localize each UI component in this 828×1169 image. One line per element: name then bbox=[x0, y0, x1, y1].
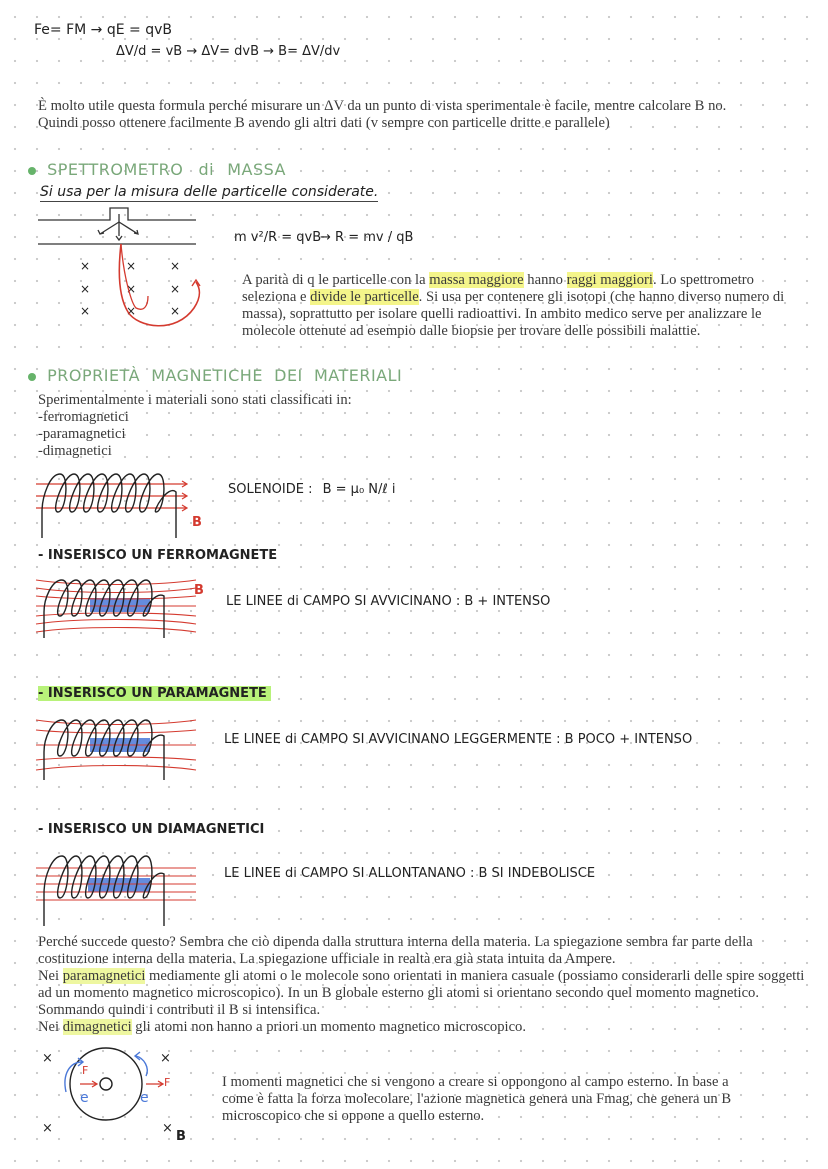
svg-text:×: × bbox=[42, 1121, 53, 1136]
spiegazione-paragraph bbox=[38, 934, 808, 1036]
proprieta-list bbox=[38, 392, 352, 460]
spiegazione-p4: I momenti magnetici che si vengono a creare si oppongono al campo esterno. In base a come è fatta la forza molecolare, l'azione magnetica genera una Fmag, che genera un B microscopico che si oppone a quello esterno. bbox=[222, 1074, 732, 1124]
svg-text:×: × bbox=[126, 259, 137, 273]
svg-text:×: × bbox=[170, 259, 181, 273]
ferro-text: LE LINEE di CAMPO SI AVVICINANO : B + INTENSO bbox=[226, 594, 551, 609]
force-label: F bbox=[82, 1064, 89, 1077]
spiegazione-p3-a: Nei bbox=[38, 1019, 63, 1035]
para-heading-text: - INSERISCO UN PARAMAGNETE bbox=[38, 686, 271, 701]
spettrometro-diagram bbox=[36, 200, 216, 335]
paramagnete-diagram bbox=[36, 710, 211, 782]
formula-line-2: ΔV/d = vB → ΔV= dvB → B= ΔV/dv bbox=[116, 44, 341, 59]
electron-label: e bbox=[80, 1090, 89, 1106]
para-heading bbox=[38, 686, 271, 701]
spettrometro-paragraph bbox=[242, 272, 808, 340]
b-field-label: B bbox=[176, 1129, 186, 1144]
highlight-dimagnetici: dimagnetici bbox=[62, 1019, 132, 1035]
ferro-heading: - INSERISCO UN FERROMAGNETE bbox=[38, 548, 278, 563]
spiegazione-p3 bbox=[38, 1019, 808, 1036]
highlight-raggi-maggiori: raggi maggiori bbox=[566, 272, 653, 288]
spettrometro-title-b: di bbox=[198, 160, 215, 179]
spiegazione-p1: Perché succede questo? Sembra che ciò dipenda dalla struttura interna della materia. La spiegazione sembra far parte della costituzione interna della materia. La spiegazione ufficiale in realtà era già stata intuita da Ampere. bbox=[38, 934, 753, 967]
spettrometro-text-3: . Lo spettrometro seleziona e bbox=[242, 272, 754, 305]
svg-text:×: × bbox=[80, 304, 91, 318]
b-field-label: B bbox=[192, 515, 202, 530]
formula-line-1: Fe= FM → qE = qvB bbox=[34, 22, 172, 38]
spettrometro-text-1: A parità di q le particelle con la bbox=[242, 272, 430, 288]
spiegazione-p2-b: mediamente gli atomi o le molecole sono orientati in maniera casuale (possiamo considerarli delle spire soggetti ad un momento magnetico microscopico). In un B globale esterno gli atomi si orientano secondo quel momento magnetico. Sommando quindi i contributi il B si intensifica. bbox=[38, 968, 805, 1018]
highlight-divide-particelle: divide le particelle bbox=[310, 289, 419, 305]
highlight-massa-maggiore: massa maggiore bbox=[429, 272, 524, 288]
solenoide-label bbox=[228, 482, 396, 497]
svg-text:×: × bbox=[80, 259, 91, 273]
spettrometro-text-4: . Si usa per contenere gli isotopi (che hanno diverso numero di massa), soprattutto per isolare quelli radioattivi. In ambito medico serve per analizzare le molecole ottenute ad esempio dalle biopsie per trovare delle possibili malattie. bbox=[242, 289, 785, 339]
svg-text:×: × bbox=[126, 282, 137, 296]
solenoide-label-text: SOLENOIDE : bbox=[228, 482, 313, 497]
svg-text:×: × bbox=[160, 1051, 171, 1066]
list-item: -dimagnetici bbox=[38, 443, 112, 459]
svg-text:×: × bbox=[42, 1051, 53, 1066]
spiegazione-p2-a: Nei bbox=[38, 968, 63, 984]
spiegazione-p3-b: gli atomi non hanno a priori un momento magnetico microscopico. bbox=[131, 1019, 526, 1035]
bullet-icon bbox=[28, 167, 36, 175]
solenoide-formula: B = μ₀ N/ℓ i bbox=[322, 482, 396, 497]
intro-line-2: Quindi posso ottenere facilmente B avendo gli altri dati (v sempre con particelle dritte e parallele) bbox=[38, 115, 610, 131]
spettrometro-heading bbox=[28, 160, 286, 179]
proprieta-intro: Sperimentalmente i materiali sono stati classificati in: bbox=[38, 392, 352, 408]
proprieta-heading bbox=[28, 366, 402, 385]
electron-label: e bbox=[140, 1090, 149, 1106]
svg-text:×: × bbox=[80, 282, 91, 296]
spettrometro-formula-a: m v²/R = qvB bbox=[234, 230, 322, 245]
spettrometro-subtitle: Si usa per la misura delle particelle considerate. bbox=[40, 184, 379, 200]
highlight-paramagnetici: paramagnetici bbox=[62, 968, 146, 984]
spettrometro-text-2: hanno bbox=[523, 272, 567, 288]
list-item: -paramagnetici bbox=[38, 426, 126, 442]
svg-text:×: × bbox=[126, 304, 137, 318]
spiegazione-p2 bbox=[38, 968, 808, 1019]
spettrometro-title-c: MASSA bbox=[227, 160, 286, 179]
dia-text: LE LINEE di CAMPO SI ALLONTANANO : B SI INDEBOLISCE bbox=[224, 866, 596, 881]
spettrometro-title-a: SPETTROMETRO bbox=[47, 160, 184, 179]
solenoide-diagram bbox=[36, 466, 206, 542]
diamagnete-diagram bbox=[36, 846, 211, 928]
ferromagnete-diagram bbox=[36, 572, 211, 640]
svg-text:×: × bbox=[170, 304, 181, 318]
svg-text:×: × bbox=[170, 282, 181, 296]
intro-paragraph bbox=[38, 98, 808, 132]
svg-text:×: × bbox=[162, 1121, 173, 1136]
list-item: -ferromagnetici bbox=[38, 409, 129, 425]
b-field-label: B bbox=[194, 583, 204, 598]
trajectory-small bbox=[121, 244, 148, 309]
dia-heading: - INSERISCO UN DIAMAGNETICI bbox=[38, 822, 265, 837]
para-text: LE LINEE di CAMPO SI AVVICINANO LEGGERMENTE : B POCO + INTENSO bbox=[224, 732, 693, 747]
bullet-icon bbox=[28, 373, 36, 381]
atomo-diagram bbox=[36, 1044, 206, 1144]
force-label: F bbox=[164, 1076, 171, 1089]
intro-line-1: È molto utile questa formula perché misurare un ΔV da un punto di vista sperimentale è facile, mentre calcolare B no. bbox=[38, 98, 727, 114]
spettrometro-formula-b: → R = mv / qB bbox=[320, 230, 414, 245]
proprieta-title: PROPRIETÀ MAGNETICHE DEI MATERIALI bbox=[47, 366, 403, 385]
